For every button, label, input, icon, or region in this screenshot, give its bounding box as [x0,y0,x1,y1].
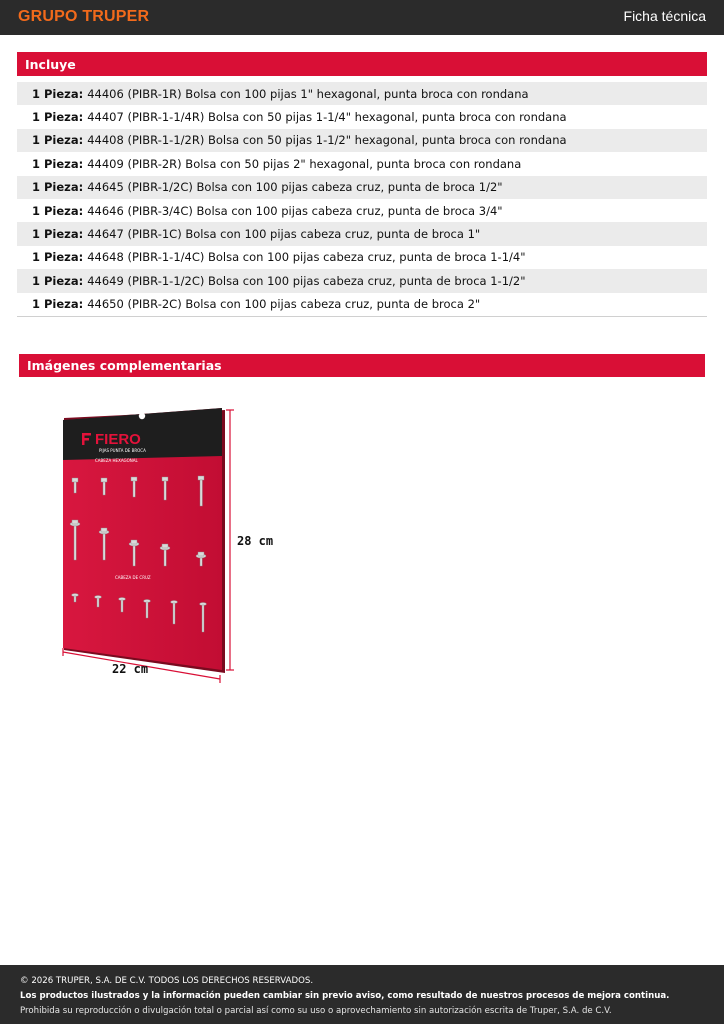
screw-icon [121,600,123,612]
item-quantity: 1 Pieza: [32,250,84,265]
screw-icon [162,477,168,481]
screw-icon [74,596,76,602]
brand-mark-icon [82,438,89,441]
screw-icon [131,540,137,544]
screw-icon [164,481,166,500]
top-bar [0,0,724,35]
screw-icon [200,558,202,566]
screw-icon [101,478,107,482]
footer-notice: Los productos ilustrados y la información pueden cambiar sin previo aviso, como resultado de nuestros procesos de mejora continua. [20,991,670,1001]
list-item [17,176,707,199]
screw-icon [198,476,204,480]
document-type-label: Ficha técnica [623,8,706,24]
item-quantity: 1 Pieza: [32,227,84,242]
item-description: 44649 (PIBR-1-1/2C) Bolsa con 100 pijas cabeza cruz, punta de broca 1-1/2" [87,273,526,288]
item-description: 44409 (PIBR-2R) Bolsa con 50 pijas 2" hexagonal, punta broca con rondana [87,156,522,171]
board-group-hex: CABEZA HEXAGONAL [95,458,138,463]
item-quantity: 1 Pieza: [32,203,84,218]
footer [0,965,724,1024]
item-quantity: 1 Pieza: [32,110,84,125]
footer-legal: Prohibida su reproducción o divulgación total o parcial así como su uso o aprovechamiento sin autorización escrita de Truper, S.A. de C.V. [20,1006,612,1016]
screw-icon [72,520,78,524]
screw-icon [146,602,148,618]
item-description: 44408 (PIBR-1-1/2R) Bolsa con 50 pijas 1-1/2" hexagonal, punta broca con rondana [87,133,567,148]
list-item [17,199,707,222]
screw-icon [131,477,137,481]
list-item [17,269,707,292]
product-display-image [55,400,295,690]
list-item [17,222,707,245]
screw-icon [198,552,204,556]
screw-icon [74,526,76,560]
list-item [17,105,707,128]
screw-icon [133,481,135,497]
display-board-illustration [55,400,295,690]
brand-logo[interactable]: GRUPO TRUPER [18,8,150,25]
list-item [17,246,707,269]
list-item [17,82,707,105]
item-quantity: 1 Pieza: [32,180,84,195]
screw-icon [103,534,105,560]
item-quantity: 1 Pieza: [32,297,84,312]
item-description: 44406 (PIBR-1R) Bolsa con 100 pijas 1" hexagonal, punta broca con rondana [87,86,529,101]
screw-icon [74,482,76,493]
screw-icon [162,544,168,548]
screw-icon [164,550,166,566]
includes-list [17,82,707,317]
item-description: 44646 (PIBR-3/4C) Bolsa con 100 pijas cabeza cruz, punta de broca 3/4" [87,203,503,218]
item-description: 44650 (PIBR-2C) Bolsa con 100 pijas cabeza cruz, punta de broca 2" [87,297,481,312]
width-dimension-label: 22 cm [112,662,149,676]
board-brand: FIERO [95,431,141,448]
screw-icon [101,528,107,532]
item-description: 44648 (PIBR-1-1/4C) Bolsa con 100 pijas cabeza cruz, punta de broca 1-1/4" [87,250,526,265]
hang-hole [139,413,145,419]
screw-icon [133,546,135,566]
screw-icon [72,478,78,482]
screw-icon [173,603,175,624]
board-group-cross: CABEZA DE CRUZ [115,575,151,580]
brand-mark-icon [82,433,91,436]
list-item [17,293,707,316]
item-quantity: 1 Pieza: [32,133,84,148]
screw-icon [103,482,105,495]
item-description: 44407 (PIBR-1-1/4R) Bolsa con 50 pijas 1-1/4" hexagonal, punta broca con rondana [87,110,567,125]
height-dimension-label: 28 cm [237,534,274,548]
images-section-header: Imágenes complementarias [19,354,705,377]
screw-icon [97,598,99,607]
list-item [17,129,707,152]
screw-icon [202,605,204,632]
screw-icon [200,480,202,506]
item-quantity: 1 Pieza: [32,273,84,288]
board-subtitle: PIJAS PUNTA DE BROCA [99,448,146,453]
item-quantity: 1 Pieza: [32,86,84,101]
item-description: 44645 (PIBR-1/2C) Bolsa con 100 pijas cabeza cruz, punta de broca 1/2" [87,180,503,195]
includes-section-header: Incluye [17,52,707,76]
item-description: 44647 (PIBR-1C) Bolsa con 100 pijas cabeza cruz, punta de broca 1" [87,227,481,242]
item-quantity: 1 Pieza: [32,156,84,171]
list-item [17,152,707,175]
footer-copyright: © 2026 TRUPER, S.A. DE C.V. TODOS LOS DERECHOS RESERVADOS. [20,976,314,986]
